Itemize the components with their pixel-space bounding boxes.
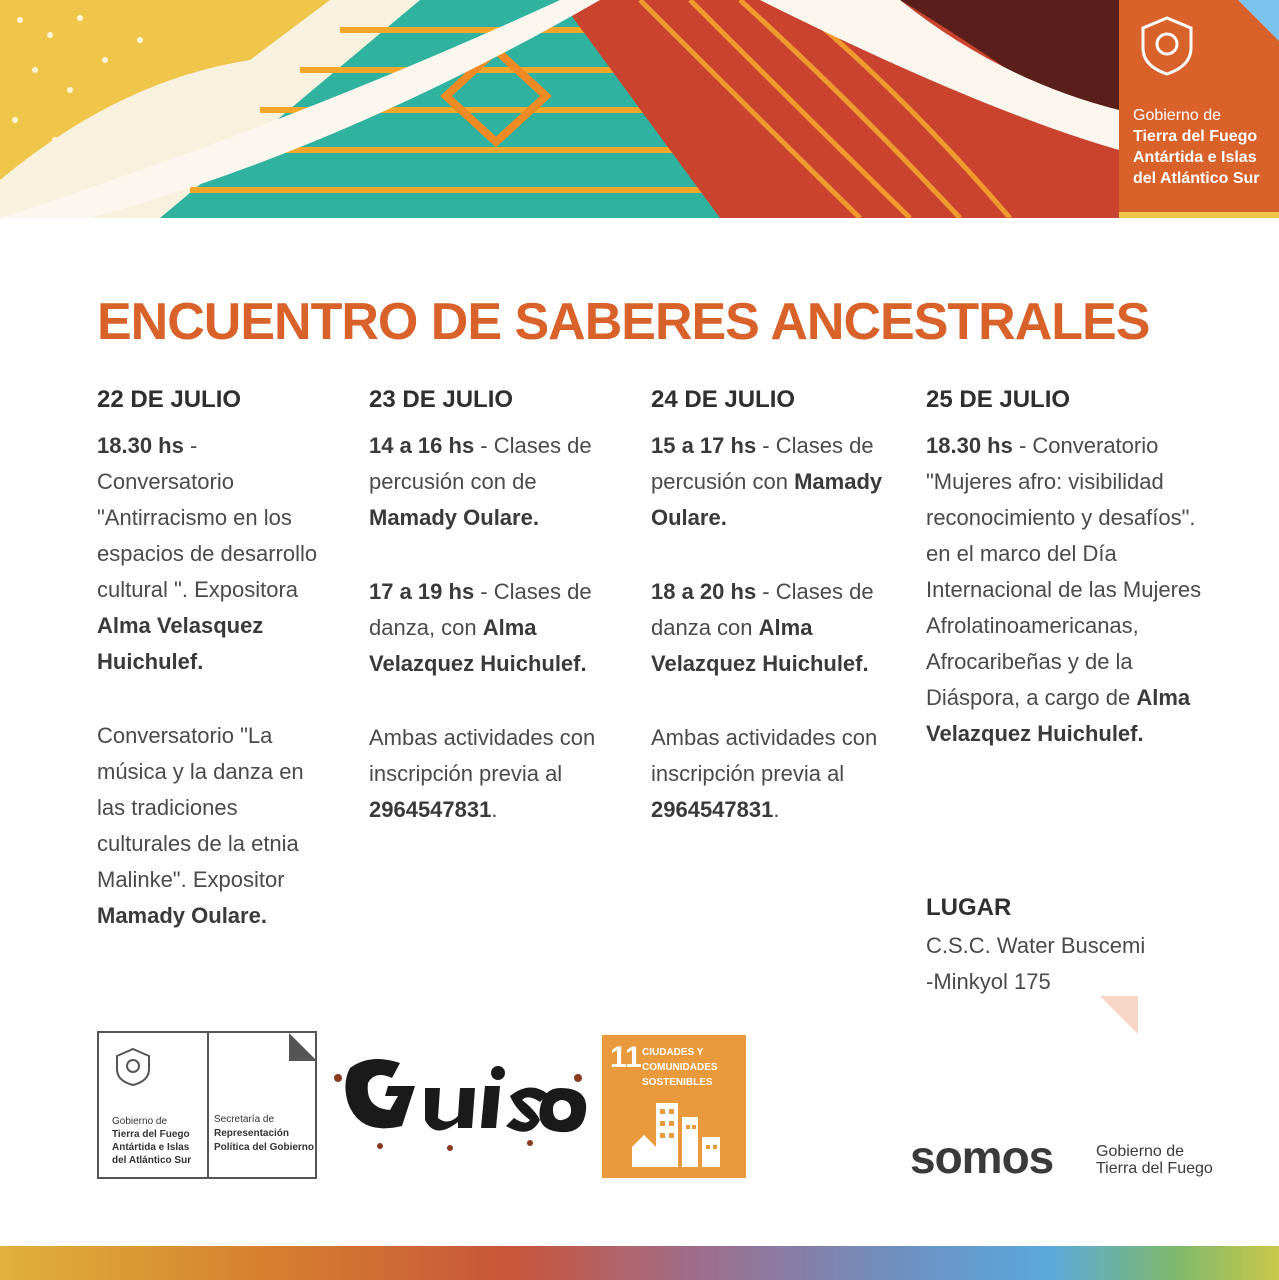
day-column-3 — [651, 386, 901, 828]
secretaria-text: Secretaría de Representación Política del Gobierno — [214, 1114, 315, 1153]
day-date: 25 DE JULIO — [926, 386, 1071, 413]
folded-corner-icon — [289, 1033, 317, 1061]
crest-icon — [113, 1047, 153, 1087]
phone-number: 2964547831 — [651, 797, 774, 822]
day-column-1 — [97, 386, 332, 934]
badge-line-1: Gobierno de — [1133, 107, 1222, 124]
event-description: Conversatorio "La música y la danza en las tradiciones culturales de la etnia Malinke". Expositor Mamady Oulare. — [97, 723, 304, 928]
corner-triangle-icon — [1238, 0, 1279, 41]
government-logo — [97, 1031, 317, 1179]
badge-line-4: del Atlántico Sur — [1133, 170, 1260, 187]
day-date: 24 DE JULIO — [651, 386, 796, 413]
deco-triangle-icon — [1100, 996, 1138, 1034]
ods-number: 11 — [610, 1041, 642, 1074]
header-banner — [0, 0, 1279, 218]
badge-line-3: Antártida e Islas — [1133, 149, 1257, 166]
registration-note: Ambas actividades con inscripción previa al 2964547831. — [369, 725, 596, 822]
city-buildings-icon — [632, 1097, 722, 1167]
location-block — [926, 894, 1145, 1000]
location-address: C.S.C. Water Buscemi -Minkyol 175 — [926, 933, 1146, 994]
ods-label: CIUDADES Y COMUNIDADES SOSTENIBLES — [642, 1047, 718, 1088]
day-date: 23 DE JULIO — [369, 386, 514, 413]
registration-note: Ambas actividades con inscripción previa al 2964547831. — [651, 725, 878, 822]
gov-logo-text: Gobierno de Tierra del Fuego Antártida e Islas del Atlántico Sur — [112, 1116, 192, 1166]
event-description: 15 a 17 hs - Clases de percusión con Mamady Oulare. — [651, 433, 883, 530]
event-description: 14 a 16 hs - Clases de percusión con de Mamady Oulare. — [369, 433, 592, 530]
ods-11-badge — [602, 1035, 746, 1178]
somos-gov-text: Gobierno de Tierra del Fuego — [1096, 1143, 1213, 1177]
somos-word: somos — [910, 1131, 1054, 1183]
day-column-4 — [926, 386, 1226, 752]
event-description: 18.30 hs - Converatorio "Mujeres afro: visibilidad reconocimiento y desafíos". en el marco del Día Internacional de las Mujeres Afrolatinoamericanas, Afrocaribeñas y de la Diáspora, a cargo de Alma Velazquez Huichulef. — [926, 433, 1202, 746]
event-description: 18 a 20 hs - Clases de danza con Alma Velazquez Huichulef. — [651, 579, 874, 676]
guiso-logo — [330, 1048, 590, 1158]
bottom-color-bar — [0, 1246, 1279, 1280]
crest-icon — [1135, 14, 1199, 78]
guiso-logo-graphic — [330, 1048, 590, 1158]
badge-line-2: Tierra del Fuego — [1133, 128, 1258, 145]
day-column-2 — [369, 386, 619, 828]
location-heading: LUGAR — [926, 894, 1012, 921]
phone-number: 2964547831 — [369, 797, 492, 822]
page-title: ENCUENTRO DE SABERES ANCESTRALES — [97, 293, 1150, 351]
ancestral-pattern-graphic — [0, 0, 1279, 218]
somos-logo — [910, 1130, 1230, 1190]
event-description: 18.30 hs - Conversatorio "Antirracismo en los espacios de desarrollo cultural ". Expositora Alma Velasquez Huichulef. — [97, 433, 318, 674]
day-date: 22 DE JULIO — [97, 386, 242, 413]
event-description: 17 a 19 hs - Clases de danza, con Alma Velazquez Huichulef. — [369, 579, 592, 676]
